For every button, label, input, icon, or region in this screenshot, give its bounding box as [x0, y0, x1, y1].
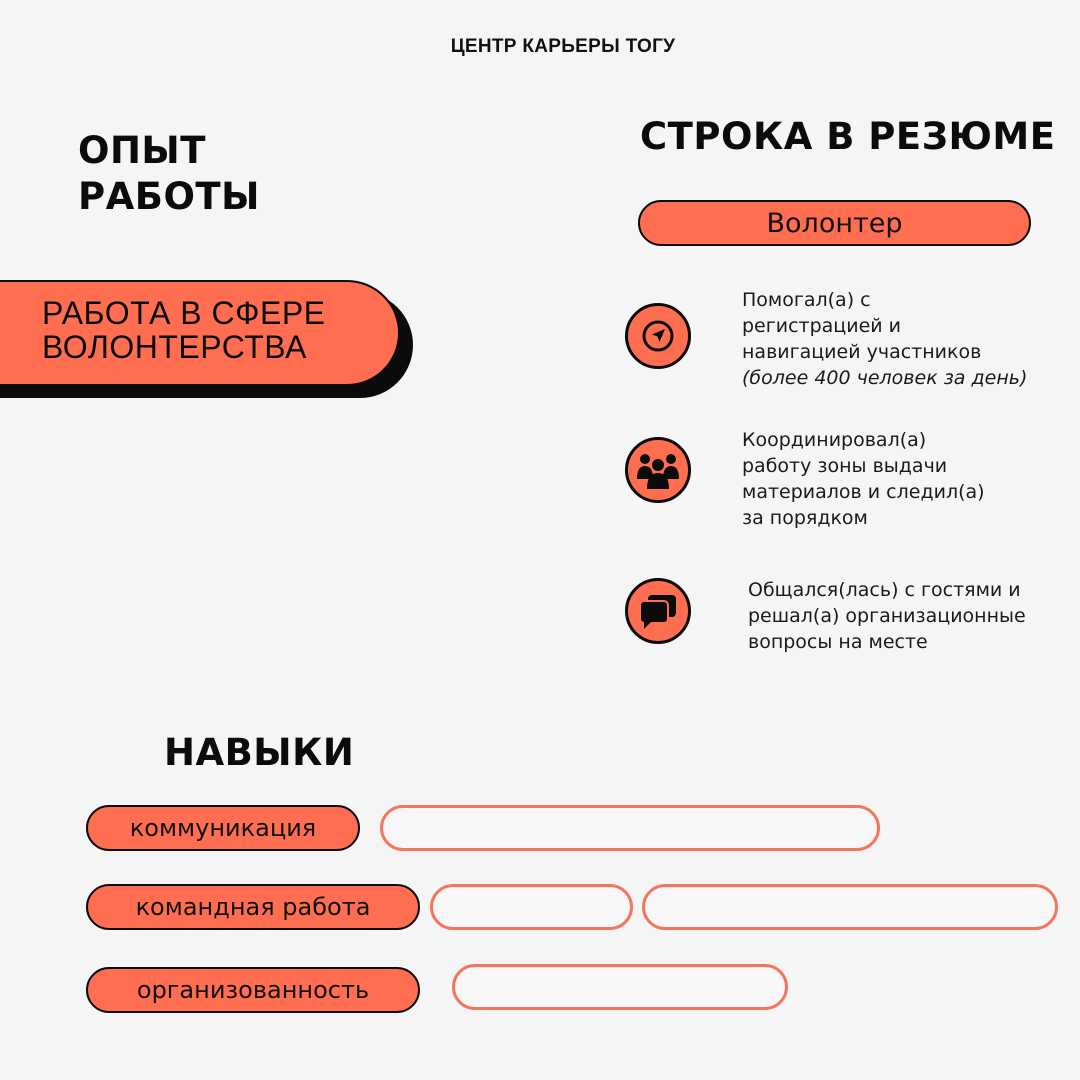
- experience-heading-line-2: РАБОТЫ: [78, 175, 260, 218]
- resume-item-1-line-1: Помогал(а) с: [742, 289, 871, 311]
- header-title: ЦЕНТР КАРЬЕРЫ ТОГУ: [450, 36, 676, 57]
- resume-item-1-line-2: регистрацией и: [742, 315, 902, 337]
- experience-heading: [78, 128, 260, 220]
- resume-item-2-line-3: материалов и следил(а): [742, 481, 985, 503]
- experience-field-line-1: РАБОТА В СФЕРЕ: [42, 295, 326, 331]
- resume-item-2-text: [742, 427, 985, 531]
- role-pill: Волонтер: [638, 200, 1031, 246]
- resume-item-3-line-1: Общался(лась) с гостями и: [748, 579, 1021, 601]
- resume-item-2-line-2: работу зоны выдачи: [742, 455, 948, 477]
- skill-pill-communication: коммуникация: [86, 805, 360, 851]
- skill-pill-teamwork: командная работа: [86, 884, 420, 930]
- empty-skill-slot: [430, 884, 633, 930]
- empty-skill-slot: [452, 964, 788, 1010]
- resume-item-1-text: [742, 287, 1027, 391]
- experience-heading-line-1: ОПЫТ: [78, 129, 206, 172]
- resume-item-1-line-3: навигацией участников: [742, 341, 982, 363]
- resume-item-3-line-3: вопросы на месте: [748, 631, 928, 653]
- experience-field-line-2: ВОЛОНТЕРСТВА: [42, 329, 307, 365]
- navigation-arrow-icon: [625, 303, 691, 369]
- chat-bubbles-icon: [625, 578, 691, 644]
- resume-heading: СТРОКА В РЕЗЮМЕ: [640, 115, 1056, 158]
- empty-skill-slot: [380, 805, 880, 851]
- experience-field: [42, 296, 326, 364]
- team-people-icon: [625, 437, 691, 503]
- skill-pill-organization: организованность: [86, 967, 420, 1013]
- resume-item-3-line-2: решал(а) организационные: [748, 605, 1026, 627]
- skills-heading: НАВЫКИ: [164, 731, 355, 774]
- resume-item-3-text: [748, 577, 1026, 655]
- empty-skill-slot: [642, 884, 1058, 930]
- resume-item-1-note: (более 400 человек за день): [742, 367, 1028, 389]
- resume-item-2-line-1: Координировал(а): [742, 429, 927, 451]
- resume-item-2-line-4: за порядком: [742, 507, 868, 529]
